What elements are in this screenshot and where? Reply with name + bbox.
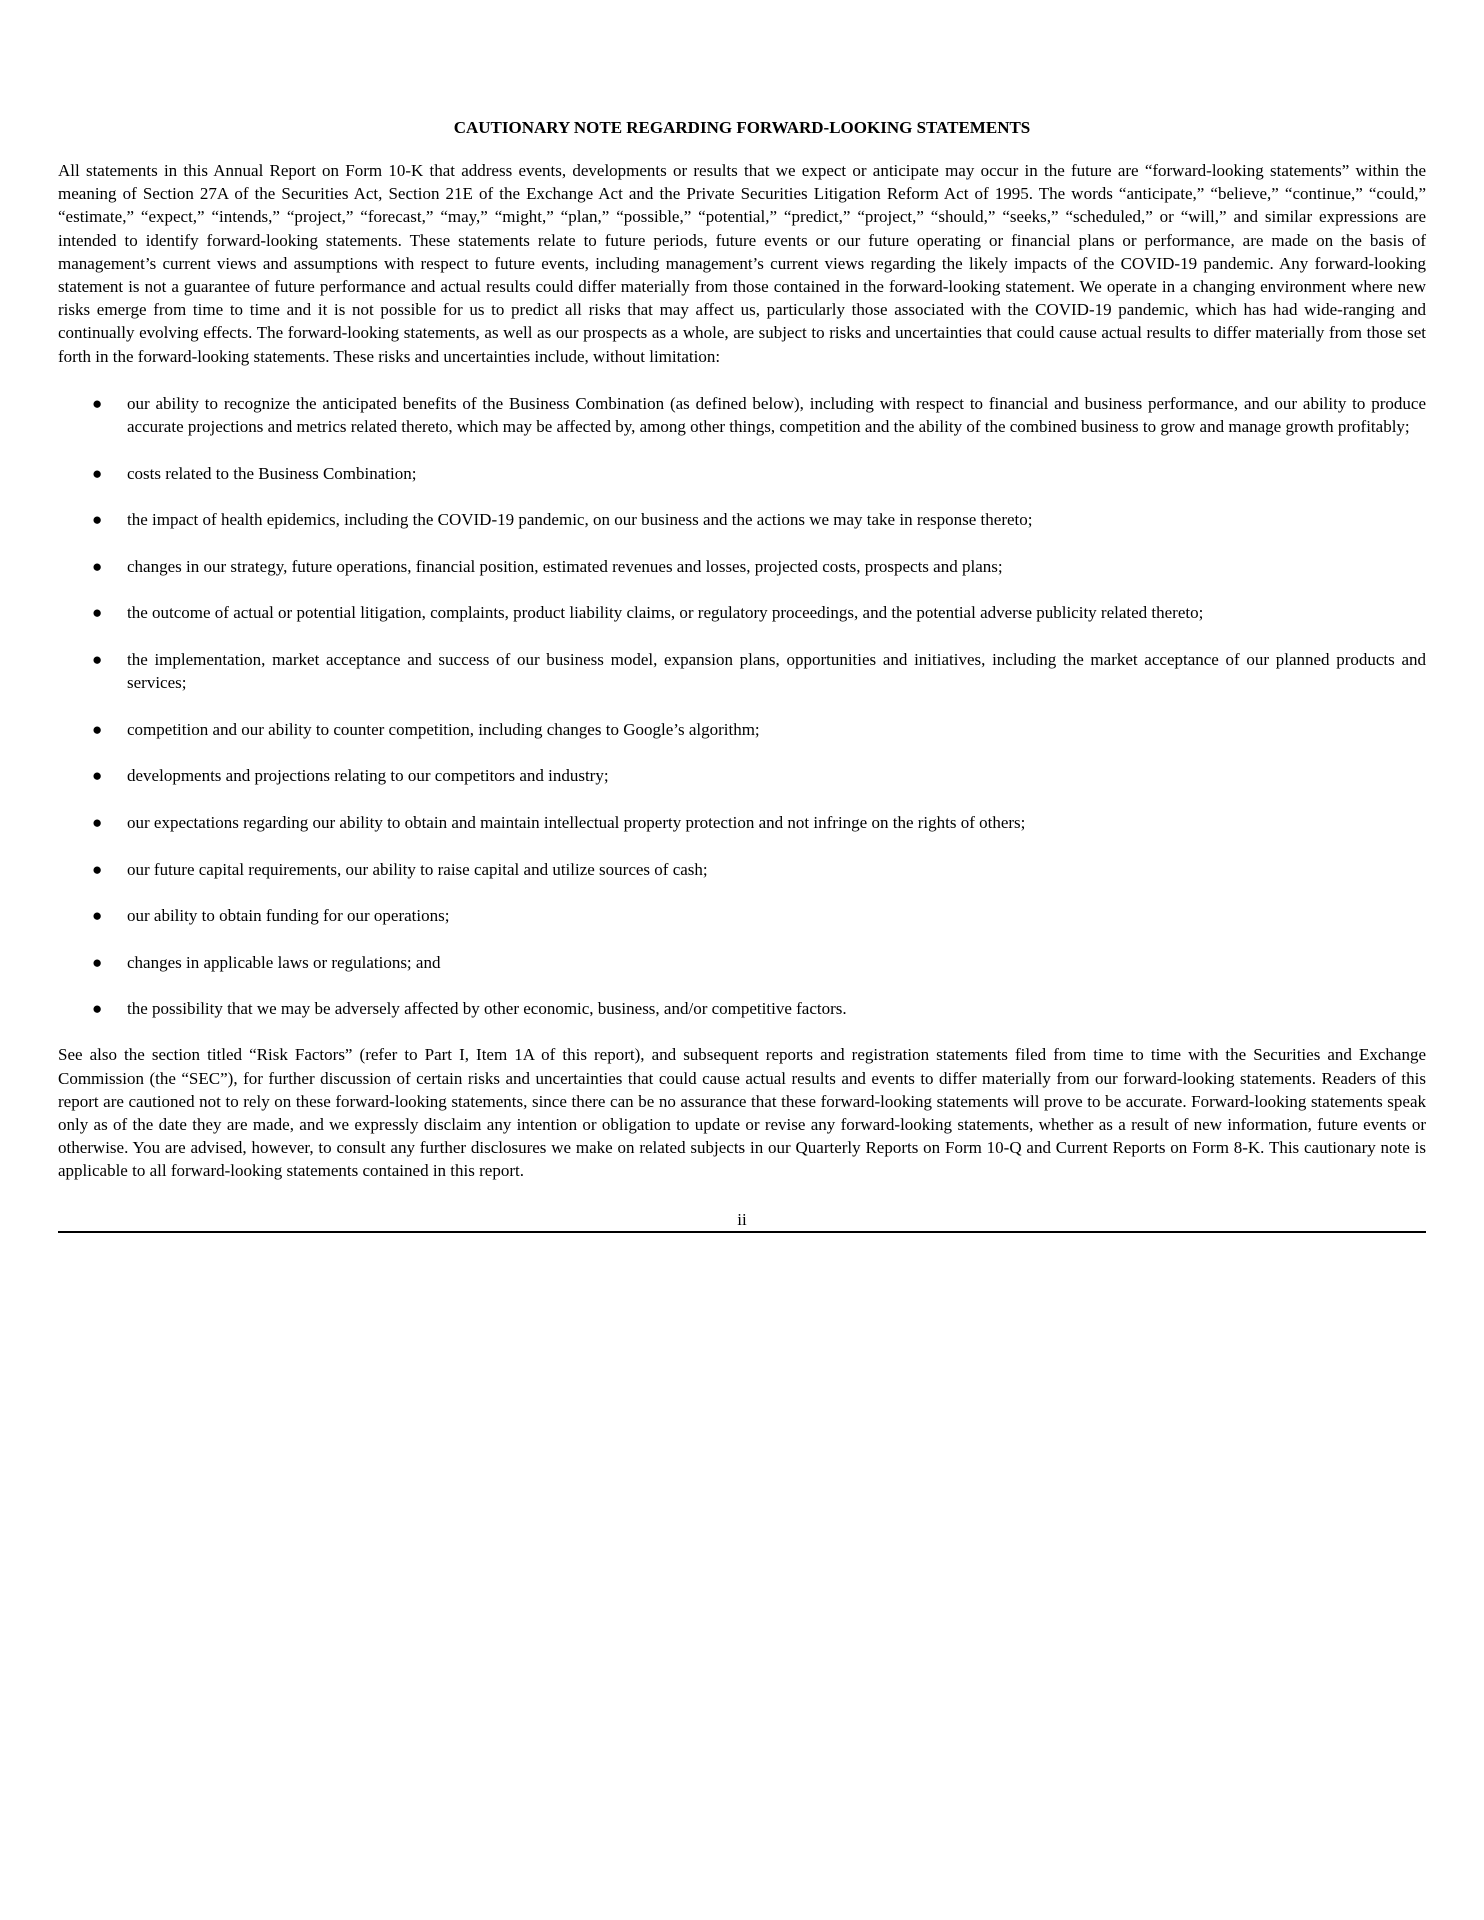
footer-divider — [58, 1231, 1426, 1233]
list-item-text: the impact of health epidemics, including the COVID-19 pandemic, on our business and the actions we may take in response thereto; — [127, 510, 1033, 530]
list-item — [58, 718, 1426, 741]
page-number: ii — [737, 1209, 747, 1229]
intro-paragraph: All statements in this Annual Report on Form 10-K that address events, developments or results that we expect or anticipate may occur in the future are “forward-looking statements” within the meaning of Section 27A of the Securities Act, Section 21E of the Exchange Act and the Private Securities Litigation Reform Act of 1995. The words “anticipate,” “believe,” “continue,” “could,” “estimate,” “expect,” “intends,” “project,” “forecast,” “may,” “might,” “plan,” “possible,” “potential,” “predict,” “project,” “should,” “seeks,” “scheduled,” or “will,” and similar expressions are intended to identify forward-looking statements. These statements relate to future periods, future events or our future operating or financial plans or performance, are made on the basis of management’s current views and assumptions with respect to future events, including management’s current views regarding the likely impacts of the COVID-19 pandemic. Any forward-looking statement is not a guarantee of future performance and actual results could differ materially from those contained in the forward-looking statement. We operate in a changing environment where new risks emerge from time to time and it is not possible for us to predict all risks that may affect us, particularly those associated with the COVID-19 pandemic, which has had wide-ranging and continually evolving effects. The forward-looking statements, as well as our prospects as a whole, are subject to risks and uncertainties that could cause actual results to differ materially from those set forth in the forward-looking statements. These risks and uncertainties include, without limitation: — [58, 161, 1426, 366]
list-item-text: changes in applicable laws or regulations; and — [127, 952, 441, 972]
bullet-icon: ● — [92, 812, 103, 832]
list-item-text: the possibility that we may be adversely affected by other economic, business, and/or competitive factors. — [127, 999, 847, 1019]
bullet-icon: ● — [92, 952, 103, 972]
bullet-icon: ● — [92, 999, 103, 1019]
list-item-text: costs related to the Business Combination; — [127, 463, 417, 483]
page-title: CAUTIONARY NOTE REGARDING FORWARD-LOOKING STATEMENTS — [453, 118, 1031, 137]
list-item — [58, 648, 1426, 694]
list-item-text: developments and projections relating to our competitors and industry; — [127, 766, 609, 786]
list-item-text: changes in our strategy, future operations, financial position, estimated revenues and losses, projected costs, prospects and plans; — [127, 556, 1003, 576]
list-item — [58, 811, 1426, 834]
list-item — [58, 462, 1426, 485]
bullet-icon: ● — [92, 510, 103, 530]
list-item — [58, 601, 1426, 624]
bullet-icon: ● — [92, 393, 103, 413]
bullet-icon: ● — [92, 603, 103, 623]
closing-paragraph: See also the section titled “Risk Factors” (refer to Part I, Item 1A of this report), and subsequent reports and registration statements filed from time to time with the Securities and Exchange Commission (the “SEC”), for further discussion of certain risks and uncertainties that could cause actual results and events to differ materially from our forward-looking statements. Readers of this report are cautioned not to rely on these forward-looking statements, since there can be no assurance that these forward-looking statements will prove to be accurate. Forward-looking statements speak only as of the date they are made, and we expressly disclaim any intention or obligation to update or revise any forward-looking statements, whether as a result of new information, future events or otherwise. You are advised, however, to consult any further disclosures we make on related subjects in our Quarterly Reports on Form 10-Q and Current Reports on Form 8-K. This cautionary note is applicable to all forward-looking statements contained in this report. — [58, 1045, 1426, 1181]
list-item-text: the implementation, market acceptance and success of our business model, expansion plans, opportunities and initiatives, including the market acceptance of our planned products and services; — [127, 650, 1426, 693]
document-page — [58, 116, 1426, 1233]
list-item — [58, 392, 1426, 438]
list-item — [58, 508, 1426, 531]
risk-list — [58, 392, 1426, 1021]
list-item-text: competition and our ability to counter competition, including changes to Google’s algorithm; — [127, 719, 760, 739]
list-item-text: our ability to recognize the anticipated benefits of the Business Combination (as defined below), including with respect to financial and business performance, and our ability to produce accurate projections and metrics related thereto, which may be affected by, among other things, competition and the ability of the combined business to grow and manage growth profitably; — [127, 393, 1426, 437]
list-item-text: our ability to obtain funding for our operations; — [127, 906, 450, 926]
list-item-text: our future capital requirements, our ability to raise capital and utilize sources of cash; — [127, 859, 708, 879]
list-item — [58, 858, 1426, 881]
bullet-icon: ● — [92, 859, 103, 879]
list-item — [58, 904, 1426, 927]
list-item-text: our expectations regarding our ability to obtain and maintain intellectual property protection and not infringe on the rights of others; — [127, 812, 1026, 832]
list-item — [58, 951, 1426, 974]
list-item — [58, 555, 1426, 578]
bullet-icon: ● — [92, 906, 103, 926]
bullet-icon: ● — [92, 650, 103, 669]
bullet-icon: ● — [92, 766, 103, 786]
bullet-icon: ● — [92, 463, 103, 483]
bullet-icon: ● — [92, 556, 103, 576]
list-item — [58, 997, 1426, 1020]
bullet-icon: ● — [92, 719, 103, 739]
list-item-text: the outcome of actual or potential litigation, complaints, product liability claims, or regulatory proceedings, and the potential adverse publicity related thereto; — [127, 603, 1204, 623]
list-item — [58, 764, 1426, 787]
